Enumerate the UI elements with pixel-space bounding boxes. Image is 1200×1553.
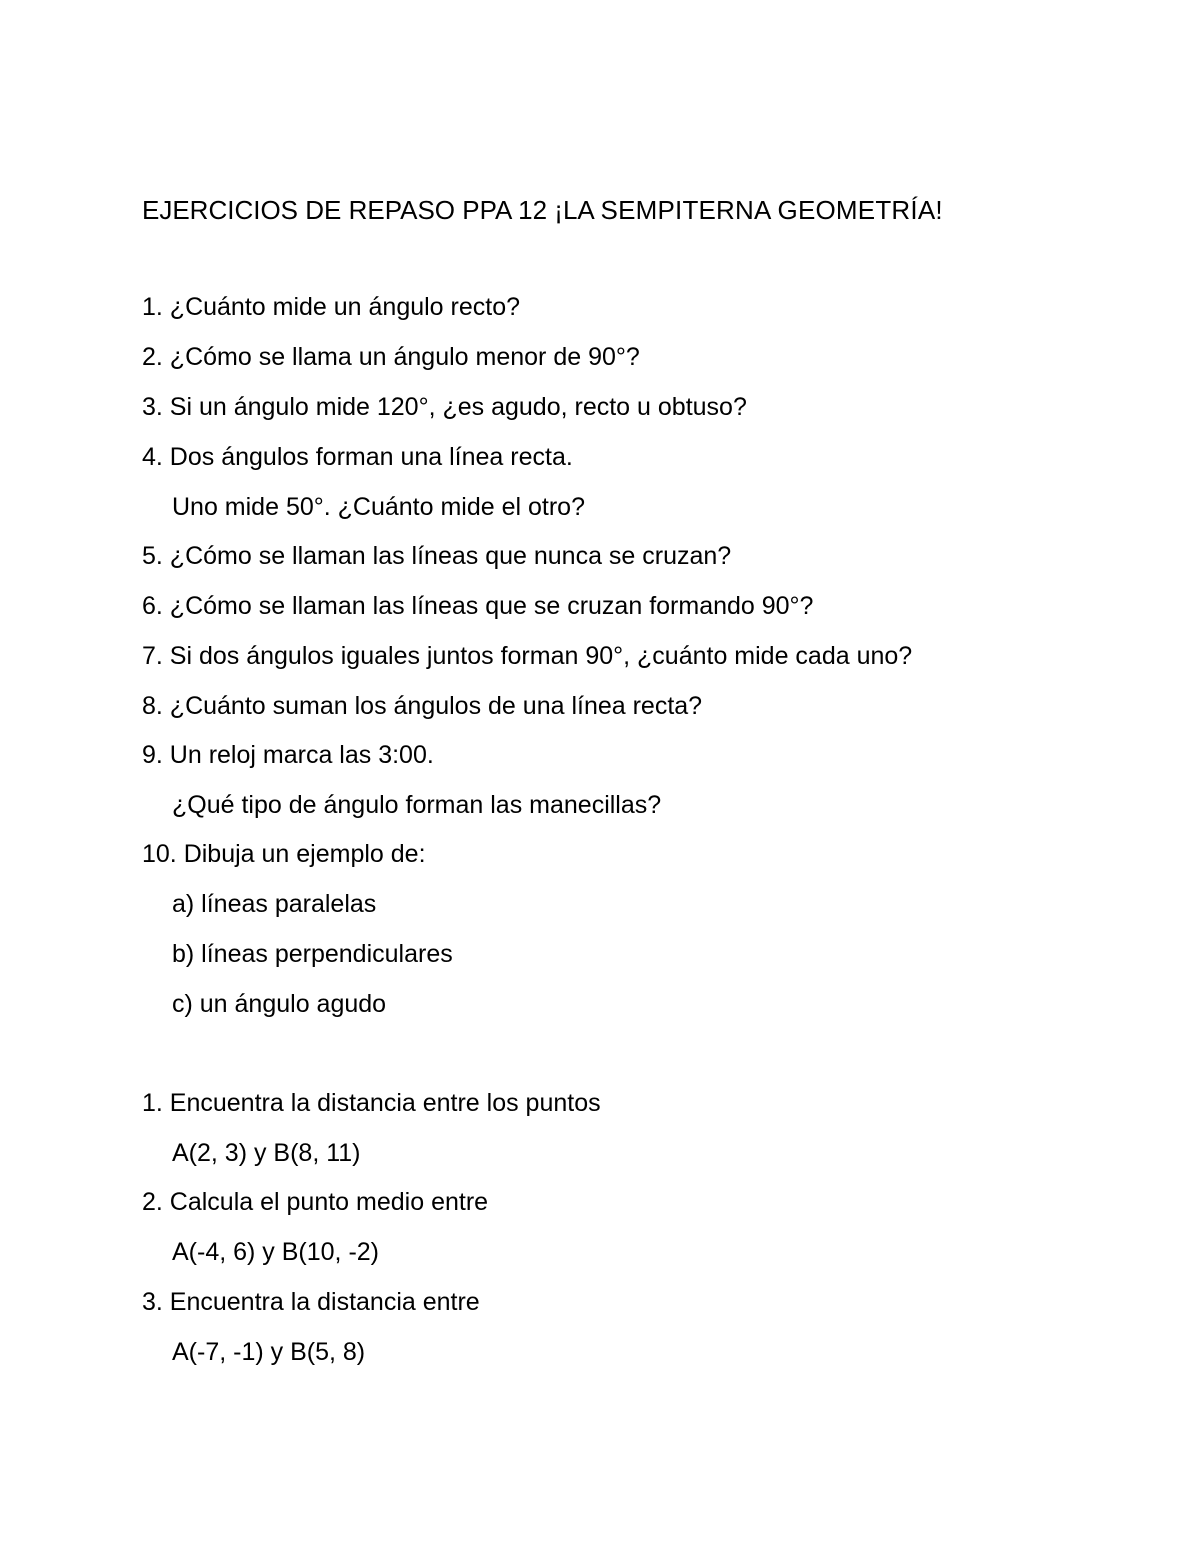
question-10-option-a: a) líneas paralelas — [172, 890, 377, 918]
question-3: 3. Si un ángulo mide 120°, ¿es agudo, recto u obtuso? — [142, 393, 747, 421]
question-10-option-c: c) un ángulo agudo — [172, 990, 387, 1018]
question-1: 1. ¿Cuánto mide un ángulo recto? — [142, 293, 521, 321]
question-4-continuation: Uno mide 50°. ¿Cuánto mide el otro? — [172, 493, 585, 521]
question-4: 4. Dos ángulos forman una línea recta. — [142, 443, 573, 471]
exercise-3-points: A(-7, -1) y B(5, 8) — [172, 1338, 366, 1366]
exercise-2: 2. Calcula el punto medio entre — [142, 1188, 489, 1216]
question-2: 2. ¿Cómo se llama un ángulo menor de 90°? — [142, 343, 640, 371]
question-8: 8. ¿Cuánto suman los ángulos de una línea recta? — [142, 692, 703, 720]
question-10: 10. Dibuja un ejemplo de: — [142, 840, 426, 868]
question-5: 5. ¿Cómo se llaman las líneas que nunca se cruzan? — [142, 542, 732, 570]
question-10-option-b: b) líneas perpendiculares — [172, 940, 453, 968]
exercise-2-points: A(-4, 6) y B(10, -2) — [172, 1238, 379, 1266]
exercise-1: 1. Encuentra la distancia entre los puntos — [142, 1089, 601, 1117]
question-9: 9. Un reloj marca las 3:00. — [142, 741, 434, 769]
question-6: 6. ¿Cómo se llaman las líneas que se cruzan formando 90°? — [142, 592, 814, 620]
exercise-1-points: A(2, 3) y B(8, 11) — [172, 1139, 361, 1167]
question-9-continuation: ¿Qué tipo de ángulo forman las manecillas? — [172, 791, 662, 819]
title-main: EJERCICIOS DE REPASO PPA 12 ¡LA — [142, 195, 601, 225]
document-title — [142, 190, 943, 230]
question-7: 7. Si dos ángulos iguales juntos forman 90°, ¿cuánto mide cada uno? — [142, 642, 913, 670]
exercise-3: 3. Encuentra la distancia entre — [142, 1288, 480, 1316]
title-emphasis: SEMPITERNA GEOMETRÍA! — [600, 195, 943, 225]
